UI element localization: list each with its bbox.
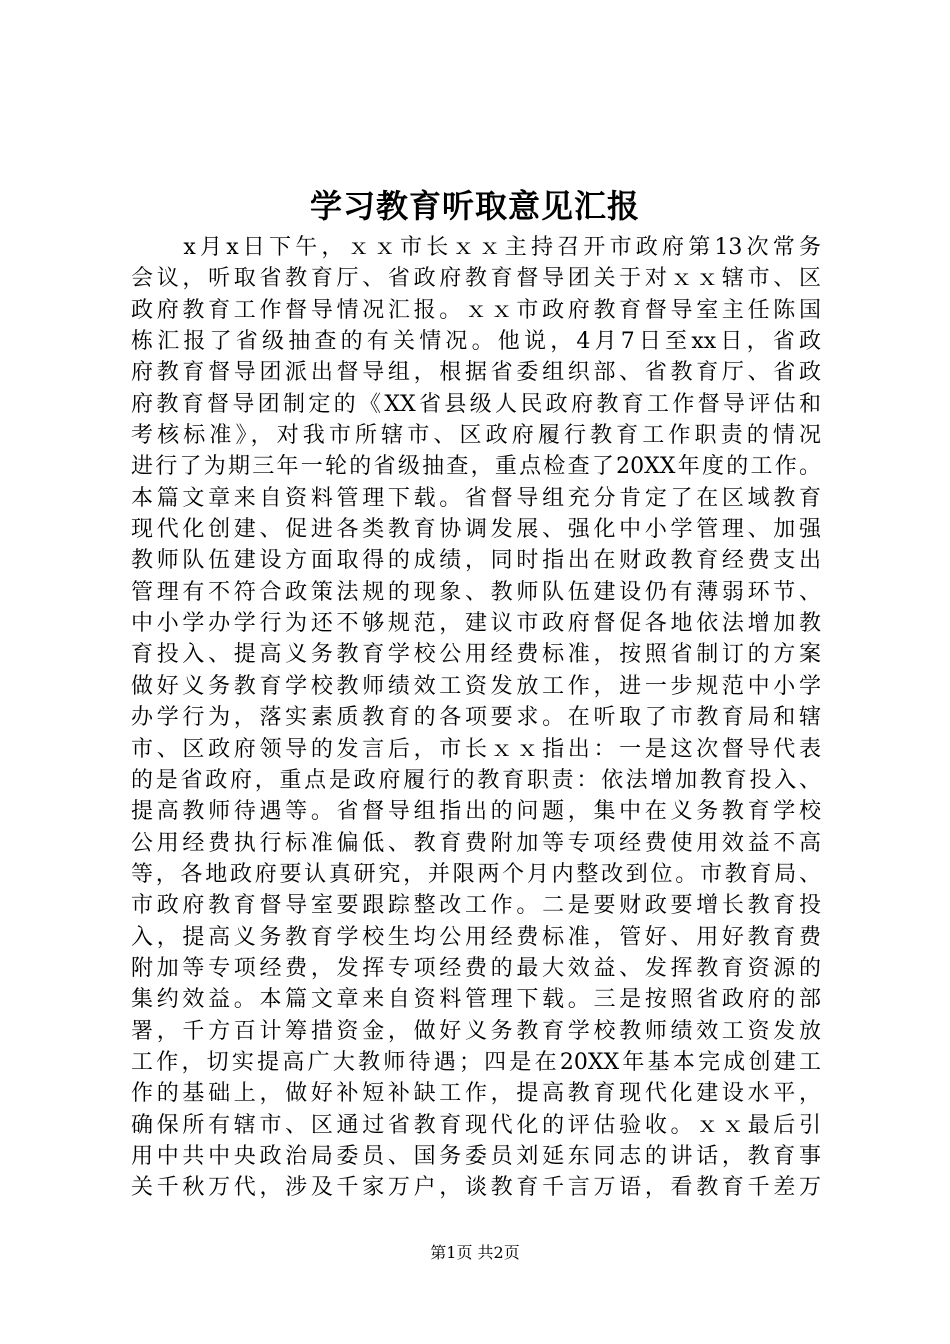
- body-line: 做好义务教育学校教师绩效工资发放工作，进一步规范中小学: [131, 673, 821, 699]
- body-line: 公用经费执行标准偏低、教育费附加等专项经费使用效益不高: [131, 830, 821, 856]
- body-line: 等，各地政府要认真研究，并限两个月内整改到位。市教育局、: [131, 861, 821, 887]
- body-line: 附加等专项经费，发挥专项经费的最大效益、发挥教育资源的: [131, 955, 821, 981]
- body-line: 办学行为，落实素质教育的各项要求。在听取了市教育局和辖: [131, 705, 821, 731]
- body-line: 提高教师待遇等。省督导组指出的问题，集中在义务教育学校: [131, 799, 821, 825]
- body-line: 本篇文章来自资料管理下载。省督导组充分肯定了在区域教育: [131, 485, 821, 511]
- body-line: 确保所有辖市、区通过省教育现代化的评估验收。ｘｘ最后引: [131, 1112, 821, 1138]
- body-line: 入，提高义务教育学校生均公用经费标准，管好、用好教育费: [131, 924, 821, 950]
- body-line: 关千秋万代，涉及千家万户，谈教育千言万语，看教育千差万: [131, 1175, 821, 1201]
- document-title: 学习教育听取意见汇报: [309, 187, 640, 225]
- body-line: 作的基础上，做好补短补缺工作，提高教育现代化建设水平，: [131, 1081, 821, 1107]
- body-line: 政府教育工作督导情况汇报。ｘｘ市政府教育督导室主任陈国: [131, 297, 821, 323]
- body-line: 进行了为期三年一轮的省级抽查，重点检查了20XX年度的工作。: [131, 454, 821, 480]
- body-line: 教师队伍建设方面取得的成绩，同时指出在财政教育经费支出: [131, 548, 821, 574]
- body-line: 市、区政府领导的发言后，市长ｘｘ指出：一是这次督导代表: [131, 736, 821, 762]
- body-line: 会议，听取省教育厅、省政府教育督导团关于对ｘｘ辖市、区: [131, 266, 821, 292]
- body-line: 集约效益。本篇文章来自资料管理下载。三是按照省政府的部: [131, 987, 821, 1013]
- body-line: 工作，切实提高广大教师待遇；四是在20XX年基本完成创建工: [131, 1049, 821, 1075]
- body-line: 考核标准》，对我市所辖市、区政府履行教育工作职责的情况: [131, 423, 821, 449]
- body-line: 用中共中央政治局委员、国务委员刘延东同志的讲话，教育事: [131, 1143, 821, 1169]
- body-line: 府教育督导团派出督导组，根据省委组织部、省教育厅、省政: [131, 360, 821, 386]
- body-line: 府教育督导团制定的《XX省县级人民政府教育工作督导评估和: [131, 391, 821, 417]
- body-line: 管理有不符合政策法规的现象、教师队伍建设仍有薄弱环节、: [131, 579, 821, 605]
- body-line: 中小学办学行为还不够规范，建议市政府督促各地依法增加教: [131, 611, 821, 637]
- page-footer: 第1页 共2页: [430, 1243, 520, 1262]
- body-line: x月x日下午，ｘｘ市长ｘｘ主持召开市政府第13次常务: [131, 235, 821, 260]
- document-body: [131, 232, 821, 1204]
- body-line: 育投入、提高义务教育学校公用经费标准，按照省制订的方案: [131, 642, 821, 668]
- body-line: 市政府教育督导室要跟踪整改工作。二是要财政要增长教育投: [131, 893, 821, 919]
- body-line: 现代化创建、促进各类教育协调发展、强化中小学管理、加强: [131, 517, 821, 543]
- body-line: 署，千方百计筹措资金，做好义务教育学校教师绩效工资发放: [131, 1018, 821, 1044]
- body-line: 的是省政府，重点是政府履行的教育职责：依法增加教育投入、: [131, 767, 821, 793]
- body-line: 栋汇报了省级抽查的有关情况。他说，4月7日至xx日，省政: [131, 329, 821, 355]
